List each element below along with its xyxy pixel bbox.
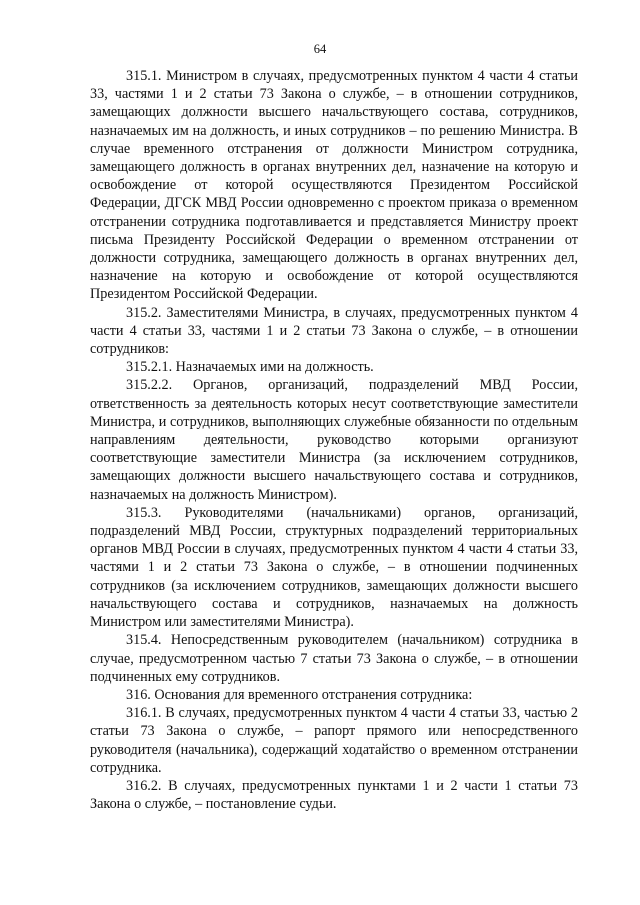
document-body — [90, 67, 578, 813]
paragraph-315-2-1: 315.2.1. Назначаемых ими на должность. — [126, 359, 374, 376]
paragraph-315-1: 315.1. Министром в случаях, предусмотренных пунктом 4 части 4 статьи 33, частями 1 и 2 статьи 73 Закона о службе, – в отношении сотрудников, замещающих должности высшего начальствующего состава, сотрудников, назначаемых им на должность, и иных сотрудников – по решению Министра. В случае временного отстранения от должности Министром сотрудника, замещающего должность в органах внутренних дел, назначение на которую и освобождение от которой осуществляются Президентом Российской Федерации, ДГСК МВД России одновременно с проектом приказа о временном отстранении сотрудника подготавливается и представляется Министру проект письма Президенту Российской Федерации о временном отстранении от должности сотрудника, замещающего должность в органах внутренних дел, назначение на которую и освобождение от которой осуществляются Президентом Российской Федерации. — [90, 68, 578, 303]
paragraph-315-2-2: 315.2.2. Органов, организаций, подразделений МВД России, ответственность за деятельность которых несут соответствующие заместители Министра, и сотрудников, выполняющих служебные обязанности по отдельным направлениям деятельности, руководство которыми организуют соответствующие заместители Министра (за исключением сотрудников, замещающих должности высшего начальствующего состава и сотрудников, назначаемых на должность Министром). — [90, 377, 578, 503]
page-number: 64 — [313, 42, 327, 56]
paragraph-315-2: 315.2. Заместителями Министра, в случаях, предусмотренных пунктом 4 части 4 статьи 33, частями 1 и 2 статьи 73 Закона о службе, – в отношении сотрудников: — [90, 304, 578, 358]
paragraph-316-2: 316.2. В случаях, предусмотренных пунктами 1 и 2 части 1 статьи 73 Закона о службе, – постановление судьи. — [90, 777, 578, 813]
paragraph-316-1: 316.1. В случаях, предусмотренных пунктом 4 части 4 статьи 33, частью 2 статьи 73 Закона о службе, – рапорт прямого или непосредственного руководителя (начальника), содержащий ходатайство о временном отстранении сотрудника. — [90, 705, 578, 776]
paragraph-316: 316. Основания для временного отстранения сотрудника: — [126, 686, 473, 703]
paragraph-315-3: 315.3. Руководителями (начальниками) органов, организаций, подразделений МВД России, структурных подразделений территориальных органов МВД России в случаях, предусмотренных пунктом 4 части 4 статьи 33, частями 1 и 2 статьи 73 Закона о службе, – в отношении подчиненных сотрудников (за исключением сотрудников, замещающих должности высшего начальствующего состава и сотрудников, назначаемых на должность Министром или заместителями Министра). — [90, 504, 578, 631]
paragraph-315-4: 315.4. Непосредственным руководителем (начальником) сотрудника в случае, предусмотренном частью 7 статьи 73 Закона о службе, – в отношении подчиненных ему сотрудников. — [90, 632, 578, 685]
